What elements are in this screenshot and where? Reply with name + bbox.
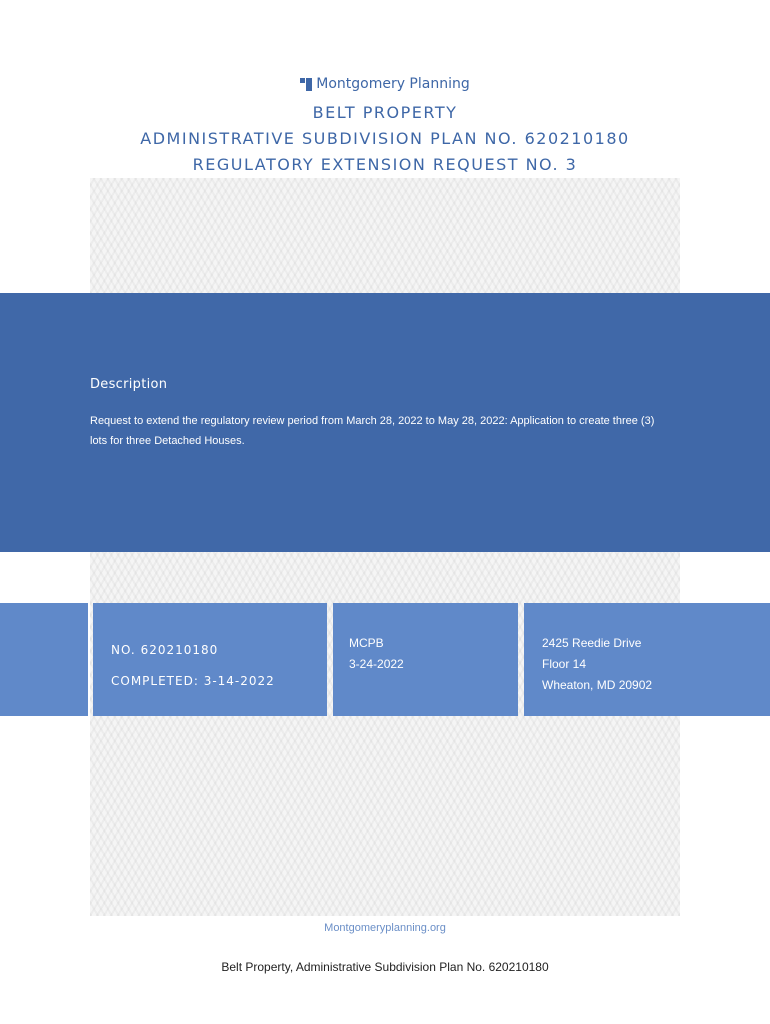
title-line-1: BELT PROPERTY <box>312 103 458 122</box>
address-line-1: 2425 Reedie Drive <box>542 636 642 650</box>
info-box-plan <box>93 603 327 716</box>
address-line-2: Floor 14 <box>542 657 587 671</box>
description-body: Request to extend the regulatory review period from March 28, 2022 to May 28, 2022: Application to create three (3) lots for three Detached Houses. <box>90 415 655 447</box>
info-box-board <box>333 603 518 716</box>
title-line-2: ADMINISTRATIVE SUBDIVISION PLAN NO. 620210180 <box>140 129 630 148</box>
document-title <box>0 100 770 178</box>
plan-number: NO. 620210180 <box>111 643 219 657</box>
description-heading: Description <box>90 377 168 392</box>
website-link[interactable]: Montgomeryplanning.org <box>324 922 446 934</box>
info-box-edge <box>0 603 88 716</box>
description-band <box>0 293 770 552</box>
address-line-3: Wheaton, MD 20902 <box>542 678 653 692</box>
montgomery-planning-logo-icon <box>300 78 312 91</box>
board-date: 3-24-2022 <box>349 657 404 671</box>
completed-date: COMPLETED: 3-14-2022 <box>111 674 275 688</box>
logo-text: Montgomery Planning <box>316 76 470 92</box>
board-name: MCPB <box>349 636 384 650</box>
info-box-address <box>524 603 770 716</box>
page-footer: Belt Property, Administrative Subdivision Plan No. 620210180 <box>221 960 549 974</box>
title-line-3: REGULATORY EXTENSION REQUEST NO. 3 <box>192 155 578 174</box>
decorative-pattern-top <box>90 178 680 294</box>
logo <box>0 76 770 92</box>
